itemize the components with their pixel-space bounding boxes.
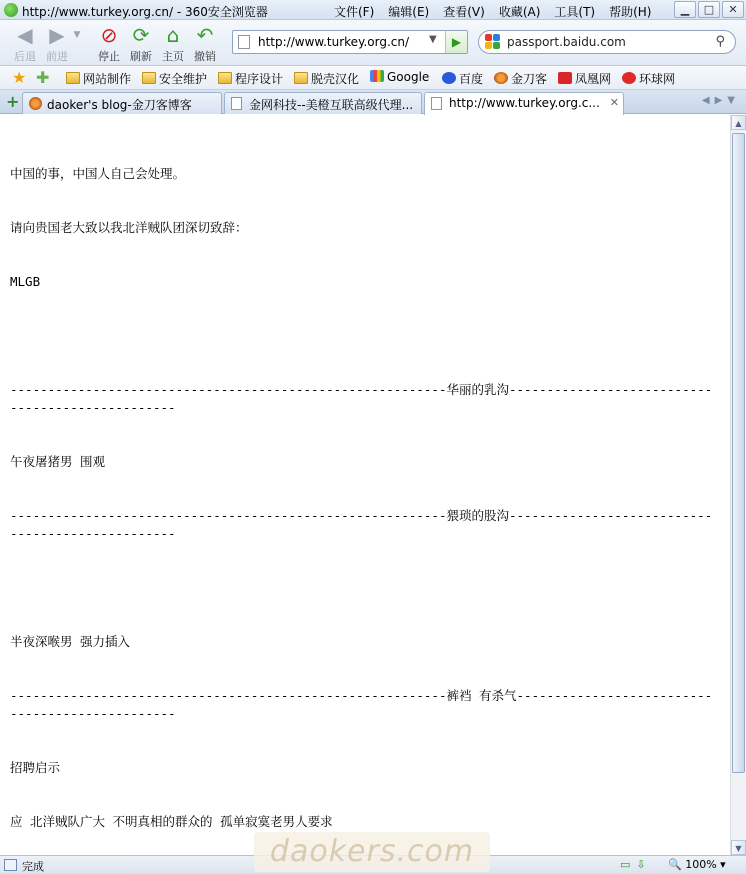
page-content bbox=[0, 115, 730, 855]
divider-line: ----------------------------------------------------------华丽的乳沟------------------------------------------------- bbox=[10, 382, 713, 415]
divider-line: ----------------------------------------------------------裤裆 有杀气------------------------------------------------ bbox=[10, 688, 713, 721]
tab-label: 金网科技--美橙互联高级代理... bbox=[249, 98, 414, 112]
tab-scroll-controls[interactable]: ◀▶▼ bbox=[701, 95, 740, 106]
menu-help[interactable]: 帮助(H) bbox=[609, 5, 652, 19]
tab-bar bbox=[0, 90, 746, 114]
menu-bar bbox=[334, 3, 665, 20]
minimize-button[interactable]: ▁ bbox=[674, 1, 696, 18]
site-watermark: daokers.com bbox=[254, 832, 490, 872]
back-button[interactable] bbox=[10, 22, 40, 64]
content-line: MLGB bbox=[10, 274, 41, 289]
window-controls bbox=[672, 1, 744, 18]
toolbar bbox=[0, 20, 746, 66]
page-icon bbox=[238, 35, 250, 49]
daoker-favicon bbox=[29, 97, 42, 110]
scroll-up-icon[interactable]: ▲ bbox=[731, 115, 746, 130]
fav-folder-web[interactable]: 网站制作 bbox=[66, 70, 131, 87]
scroll-thumb[interactable] bbox=[732, 133, 745, 773]
close-tab-icon[interactable]: ✕ bbox=[609, 96, 619, 109]
tab-daoker-blog[interactable] bbox=[22, 92, 222, 114]
fav-jindaoke[interactable]: 金刀客 bbox=[494, 70, 547, 87]
tab-turkey[interactable] bbox=[424, 92, 624, 115]
menu-tools[interactable]: 工具(T) bbox=[554, 5, 596, 19]
favorites-bar bbox=[0, 66, 746, 90]
address-input[interactable]: http://www.turkey.org.cn/ bbox=[258, 35, 410, 49]
window-title: http://www.turkey.org.cn/ - 360安全浏览器 bbox=[22, 5, 268, 19]
fav-ifeng[interactable]: 凤凰网 bbox=[558, 70, 611, 87]
content-line: 中国的事，中国人自己会处理。 bbox=[10, 166, 186, 181]
home-label: 主页 bbox=[162, 50, 184, 63]
menu-favorites[interactable]: 收藏(A) bbox=[498, 5, 541, 19]
ifeng-icon bbox=[558, 72, 572, 84]
stop-button[interactable] bbox=[94, 22, 124, 64]
stop-label: 停止 bbox=[98, 50, 120, 63]
browser-logo-icon bbox=[4, 3, 18, 17]
add-favorite-icon[interactable]: ✚ bbox=[36, 68, 50, 87]
zoom-control[interactable]: 🔍 100% ▾ bbox=[668, 858, 726, 871]
status-tool-icons[interactable]: ▭⇩ bbox=[620, 858, 652, 871]
folder-icon bbox=[294, 72, 308, 84]
home-icon: ⌂ bbox=[166, 23, 180, 47]
content-line: 半夜深喉男 强力插入 bbox=[10, 634, 131, 649]
fav-baidu[interactable]: 百度 bbox=[442, 70, 483, 87]
title-bar bbox=[0, 0, 746, 20]
baidu-icon bbox=[442, 72, 456, 84]
search-icon[interactable]: ⚲ bbox=[715, 34, 725, 49]
tab-jinwang[interactable] bbox=[224, 92, 422, 114]
search-input[interactable]: passport.baidu.com bbox=[507, 35, 626, 49]
recruit-title: 招聘启示 bbox=[10, 760, 61, 775]
chevron-down-icon: ▼ bbox=[73, 30, 81, 40]
fav-folder-programming[interactable]: 程序设计 bbox=[218, 70, 283, 87]
refresh-label: 刷新 bbox=[130, 50, 152, 63]
content-line: 午夜屠猪男 围观 bbox=[10, 454, 106, 469]
forward-arrow-icon: ▶ bbox=[49, 23, 65, 47]
page-icon bbox=[431, 97, 442, 110]
google-icon bbox=[370, 70, 384, 82]
content-line: 应 北洋贼队广大 不明真相的群众的 孤单寂寞老男人要求 bbox=[10, 814, 333, 829]
forward-button[interactable] bbox=[42, 22, 72, 64]
close-button[interactable]: ✕ bbox=[722, 1, 744, 18]
menu-edit[interactable]: 编辑(E) bbox=[388, 5, 430, 19]
jindaoke-icon bbox=[494, 72, 508, 84]
undo-label: 撤销 bbox=[194, 50, 216, 63]
favorites-star-icon[interactable]: ★ bbox=[12, 68, 27, 87]
fav-folder-crack[interactable]: 脱壳汉化 bbox=[294, 70, 359, 87]
go-button[interactable]: ▶ bbox=[445, 31, 467, 53]
home-button[interactable] bbox=[158, 22, 188, 64]
undo-icon: ↶ bbox=[196, 23, 214, 47]
zoom-level: 100% bbox=[685, 858, 717, 871]
folder-icon bbox=[66, 72, 80, 84]
tab-label: http://www.turkey.org.c... bbox=[449, 96, 600, 110]
forward-label: 前进 bbox=[46, 50, 68, 63]
undo-close-button[interactable] bbox=[190, 22, 220, 64]
refresh-button[interactable] bbox=[126, 22, 156, 64]
refresh-icon: ⟳ bbox=[132, 23, 150, 47]
menu-file[interactable]: 文件(F) bbox=[334, 5, 375, 19]
huanqiu-icon bbox=[622, 72, 636, 84]
page-status-icon bbox=[4, 859, 17, 871]
search-bar[interactable] bbox=[478, 30, 736, 54]
tab-label: daoker's blog-金刀客博客 bbox=[47, 98, 192, 112]
fav-huanqiu[interactable]: 环球网 bbox=[622, 70, 675, 87]
address-dropdown-icon[interactable]: ▼ bbox=[429, 34, 437, 45]
address-bar[interactable] bbox=[232, 30, 468, 54]
search-engine-icon[interactable] bbox=[485, 34, 501, 50]
back-label: 后退 bbox=[14, 50, 36, 63]
stop-icon: ⊘ bbox=[100, 23, 118, 47]
folder-icon bbox=[142, 72, 156, 84]
menu-view[interactable]: 查看(V) bbox=[443, 5, 485, 19]
status-text: 完成 bbox=[22, 860, 44, 873]
fav-folder-security[interactable]: 安全维护 bbox=[142, 70, 207, 87]
maximize-button[interactable]: □ bbox=[698, 1, 720, 18]
divider-line: ----------------------------------------------------------猥琐的股沟------------------------------------------------- bbox=[10, 508, 713, 541]
page-icon bbox=[231, 97, 242, 110]
fav-google[interactable]: Google bbox=[370, 70, 429, 84]
content-line: 请向贵国老大致以我北洋贼队团深切致辞： bbox=[10, 220, 248, 235]
back-arrow-icon: ◀ bbox=[17, 23, 33, 47]
vertical-scrollbar[interactable] bbox=[730, 115, 746, 855]
new-tab-button[interactable]: + bbox=[6, 92, 20, 111]
folder-icon bbox=[218, 72, 232, 84]
scroll-down-icon[interactable]: ▼ bbox=[731, 840, 746, 855]
history-dropdown[interactable] bbox=[72, 22, 82, 48]
